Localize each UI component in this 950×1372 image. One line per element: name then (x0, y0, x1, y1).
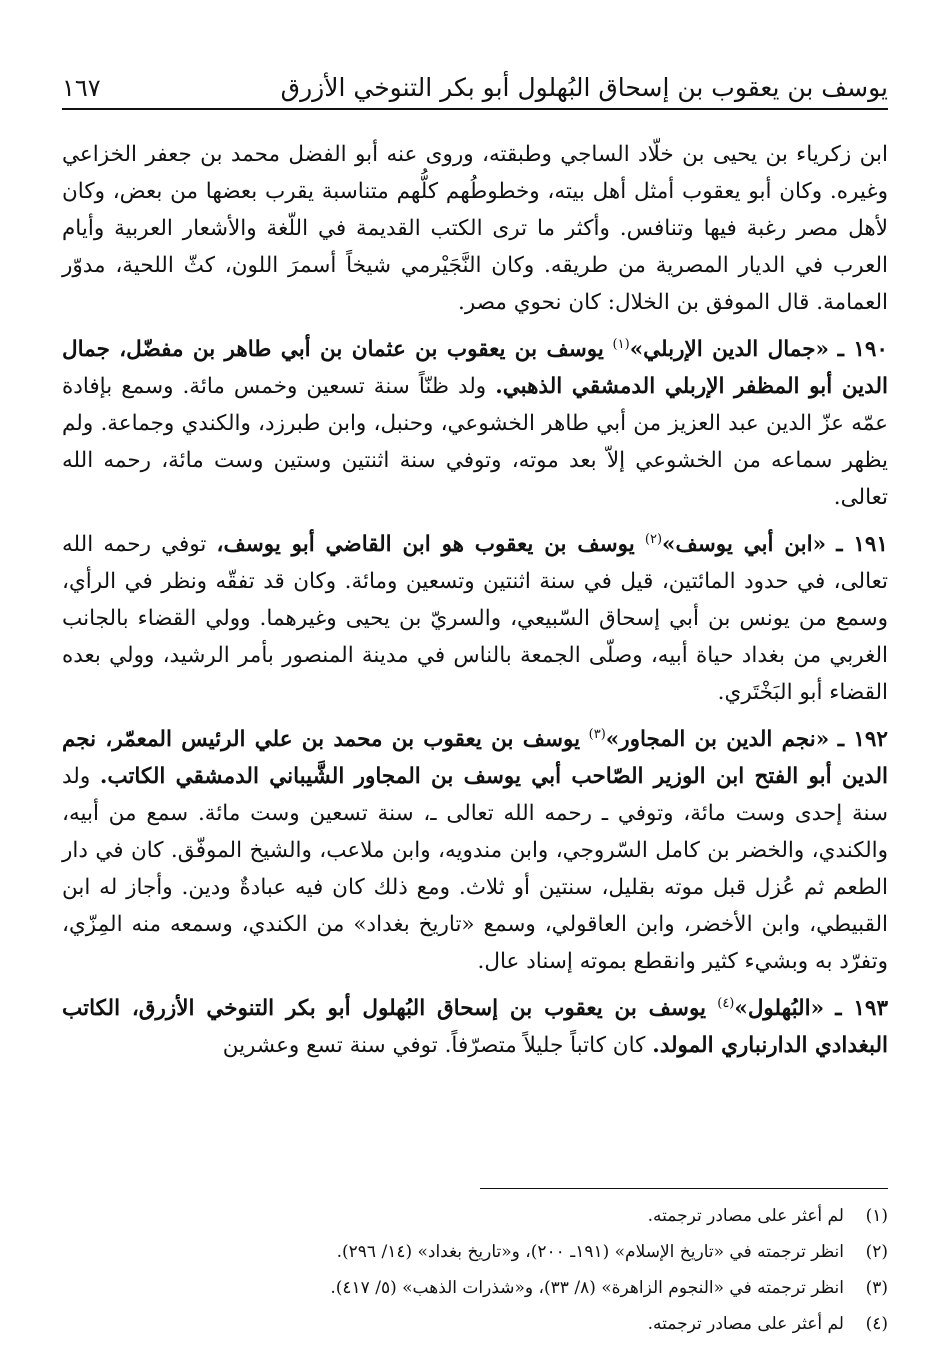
footnote-item (62, 1198, 888, 1234)
entry-number: ١٩٣ ـ (835, 996, 889, 1021)
footnote-text: لم أعثر على مصادر ترجمته. (647, 1314, 844, 1334)
entry-191 (62, 526, 888, 711)
footnote-ref: (٤) (717, 995, 735, 1011)
footnote-number: (١) (865, 1206, 888, 1226)
footnote-ref: (٣) (588, 726, 606, 742)
entry-heading: يوسف بن يعقوب هو ابن القاضي أبو يوسف، (216, 532, 635, 557)
entry-name: «نجم الدين بن المجاور» (605, 727, 830, 752)
footnote-number: (٤) (865, 1314, 888, 1334)
running-title: يوسف بن يعقوب بن إسحاق البُهلول أبو بكر التنوخي الأزرق (280, 73, 888, 102)
continuation-text: ابن زكرياء بن يحيى بن خلّاد الساجي وطبقته، وروى عنه أبو الفضل محمد بن جعفر الخزاعي وغيره. وكان أبو يعقوب أمثل أهل بيته، وخطوطُهم كلُّهم متناسبة يقرب بعضها من بعض، وكان لأهل مصر رغبة فيها وتنافس. وأكثر ما ترى الكتب القديمة في اللّغة والأشعار العربية وأيام العرب في الديار المصرية من طريقه. وكان النَّجَيْرمي شيخاً أسمرَ اللون، كثّ اللحية، مدوّر العمامة. قال الموفق بن الخلال: كان نحوي مصر. (62, 142, 888, 315)
entry-193 (62, 990, 888, 1064)
main-text (62, 136, 888, 1074)
entry-heading: يوسف بن يعقوب بن محمد بن علي الرئيس المعمّر، نجم الدين أبو الفتح ابن الوزير الصّاحب أبي يوسف بن المجاور الشَّيباني الدمشقي الكاتب. (62, 727, 888, 789)
footnote-number: (٢) (865, 1242, 888, 1262)
entry-name: «جمال الدين الإربلي» (629, 337, 829, 362)
entry-name: «ابن أبي يوسف» (662, 532, 827, 557)
footnote-text: انظر ترجمته في «تاريخ الإسلام» (١٩١ـ ٢٠٠)، و«تاريخ بغداد» (١٤/ ٢٩٦). (336, 1242, 844, 1262)
footnotes (62, 1198, 888, 1342)
entry-text: ولد ظنّاً سنة تسعين وخمس مائة. وسمع بإفادة عمّه عزّ الدين عبد العزيز من أبي طاهر الخشوعي، وحنبل، وابن طبرزد، والكندي وجماعة. ولم يظهر سماعه من الخشوعي إلاّ بعد موته، وتوفي سنة اثنتين وستين وست مائة، رحمه الله تعالى. (62, 374, 888, 510)
footnote-ref: (٢) (644, 531, 663, 547)
entry-heading: يوسف بن يعقوب بن عثمان بن أبي طاهر بن مفضّل، جمال الدين أبو المظفر الإربلي الدمشقي الذهبي. (62, 337, 888, 399)
entry-text: توفي رحمه الله تعالى، في حدود المائتين، قيل في سنة اثنتين وتسعين ومائة. وكان قد تفقّه ونظر في الرأي، وسمع من يونس بن أبي إسحاق السّبيعي، والسريّ بن يحيى وغيرهما. وولي القضاء بالجانب الغربي من بغداد حياة أبيه، وصلّى الجمعة بالناس في مدينة المنصور بأمر الرشيد، وولي بعده القضاء أبو البَخْتَري. (62, 532, 888, 705)
entry-190 (62, 331, 888, 516)
entry-number: ١٩٢ ـ (837, 727, 888, 752)
continuation-paragraph (62, 136, 888, 321)
footnote-ref: (١) (612, 336, 630, 352)
entry-number: ١٩١ ـ (836, 532, 888, 557)
entry-heading: يوسف بن يعقوب بن إسحاق البُهلول أبو بكر التنوخي الأزرق، الكاتب البغدادي الدارنباري المولد. (62, 996, 888, 1058)
entry-text: ولد سنة إحدى وست مائة، وتوفي ـ رحمه الله تعالى ـ، سنة تسعين وست مائة. سمع من أبيه، والكندي، والخضر بن كامل السّروجي، وابن مندويه، وابن ملاعب، والشيخ الموفّق. كان في دار الطعم ثم عُزل قبل موته بقليل، سنتين أو ثلاث. ومع ذلك كان فيه عبادةٌ ودين. وأجاز له ابن القبيطي، وابن الأخضر، وابن العاقولي، وسمع «تاريخ بغداد» من الكندي، وسمعه منه المِزّي، وتفرّد به وبشيء كثير وانقطع بموته إسناد عال. (62, 764, 888, 974)
entry-number: ١٩٠ ـ (837, 337, 888, 362)
footnote-text: انظر ترجمته في «النجوم الزاهرة» (٨/ ٣٣)، و«شذرات الذهب» (٥/ ٤١٧). (330, 1278, 844, 1298)
footnote-number: (٣) (865, 1278, 888, 1298)
running-header (62, 66, 888, 110)
entry-name: «البُهلول» (734, 996, 825, 1021)
footnote-item (62, 1234, 888, 1270)
footnote-divider (480, 1188, 888, 1189)
entry-text: كان كاتباً جليلاً متصرّفاً. توفي سنة تسع وعشرين (222, 1033, 646, 1058)
footnote-text: لم أعثر على مصادر ترجمته. (647, 1206, 844, 1226)
footnote-item (62, 1270, 888, 1306)
footnote-item (62, 1306, 888, 1342)
page-number: ١٦٧ (62, 74, 101, 102)
entry-192 (62, 721, 888, 980)
